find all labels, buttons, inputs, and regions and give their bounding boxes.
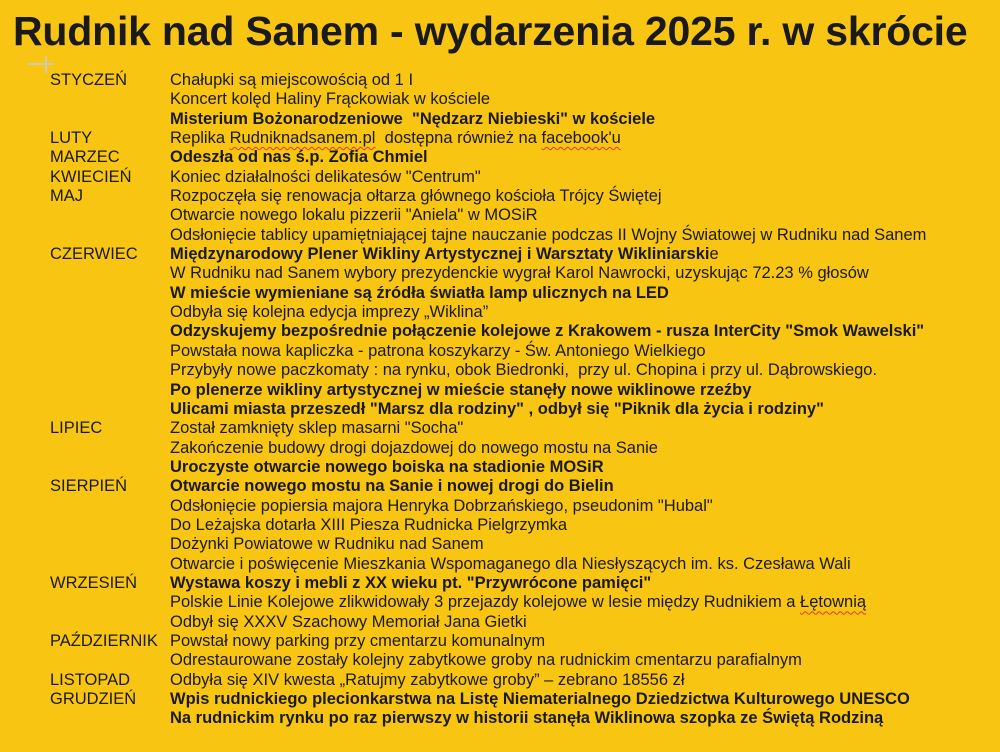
event-row <box>0 671 1000 690</box>
event-text <box>170 303 1000 322</box>
month-label: STYCZEŃ <box>50 71 128 89</box>
event-text <box>170 381 1000 400</box>
event-row <box>0 419 1000 438</box>
event-text <box>170 342 1000 361</box>
month-label: GRUDZIEŃ <box>50 690 137 708</box>
event-text-segment: Ulicami miasta przeszedł "Marsz dla rodziny" , odbył się "Piknik dla życia i rodziny" <box>170 399 824 418</box>
event-text <box>170 264 1000 283</box>
event-text-segment: Koniec działalności delikatesów "Centrum" <box>170 167 481 186</box>
page-title: Rudnik nad Sanem - wydarzenia 2025 r. w skrócie <box>13 8 968 54</box>
event-text <box>170 535 1000 554</box>
event-text-segment: W mieście wymieniane są źródła światła lamp ulicznych na LED <box>170 283 669 302</box>
event-row <box>0 613 1000 632</box>
event-row <box>0 593 1000 612</box>
event-text <box>170 245 1000 264</box>
event-row <box>0 381 1000 400</box>
event-row <box>0 245 1000 264</box>
event-row <box>0 226 1000 245</box>
event-text <box>170 477 1000 496</box>
month-label: KWIECIEŃ <box>50 167 132 186</box>
event-text-segment: Odsłonięcie tablicy upamiętniającej tajne nauczanie podczas II Wojny Światowej w Rudniku nad Sanem <box>170 225 927 244</box>
event-text <box>170 574 1000 593</box>
event-text <box>170 129 1000 148</box>
event-text <box>170 90 1000 109</box>
event-row <box>0 168 1000 187</box>
event-row <box>0 458 1000 477</box>
event-text <box>170 709 1000 728</box>
event-text <box>170 71 1000 90</box>
event-row <box>0 651 1000 670</box>
event-text-segment: Po plenerze wikliny artystycznej w mieście stanęły nowe wiklinowe rzeźby <box>170 380 752 399</box>
misspelled-word: Rudniknadsanem.pl <box>229 129 376 148</box>
event-text <box>170 690 1000 709</box>
event-row <box>0 535 1000 554</box>
event-text <box>170 671 1000 690</box>
event-row <box>0 477 1000 496</box>
event-text <box>170 651 1000 670</box>
event-row <box>0 439 1000 458</box>
event-text <box>170 361 1000 380</box>
event-text <box>170 419 1000 438</box>
event-text-segment: Polskie Linie Kolejowe zlikwidowały 3 przejazdy kolejowe w lesie między Rudnikiem a <box>170 593 801 612</box>
month-label: LIPIEC <box>50 419 103 438</box>
event-text-segment: Wystawa koszy i mebli z XX wieku pt. "Przywrócone pamięci" <box>170 573 652 592</box>
event-text-segment: Przybyły nowe paczkomaty : na rynku, obok Biedronki, przy ul. Chopina i przy ul. Dąbrowskiego. <box>170 361 878 380</box>
event-row <box>0 322 1000 341</box>
event-text-segment: Powstała nowa kapliczka - patrona koszykarzy - Św. Antoniego Wielkiego <box>170 341 706 360</box>
event-text-segment: Wpis rudnickiego plecionkarstwa na Listę Niematerialnego Dziedzictwa Kulturowego UNESCO <box>170 690 910 708</box>
event-row <box>0 71 1000 90</box>
event-text-segment: dostępna również na <box>375 129 542 148</box>
month-label: SIERPIEŃ <box>50 477 128 496</box>
event-row <box>0 497 1000 516</box>
event-row <box>0 342 1000 361</box>
month-label: MAJ <box>50 187 83 206</box>
event-row <box>0 574 1000 593</box>
table-handle-horizontal-line <box>28 63 54 65</box>
event-text-segment: Odeszła od nas ś.p. Zofia Chmiel <box>170 148 428 167</box>
event-text-segment: Dożynki Powiatowe w Rudniku nad Sanem <box>170 535 484 554</box>
event-row <box>0 632 1000 651</box>
event-text <box>170 400 1000 419</box>
event-text-segment: Odzyskujemy bezpośrednie połączenie kolejowe z Krakowem - rusza InterCity "Smok Wawelski" <box>170 322 925 341</box>
event-row <box>0 148 1000 167</box>
misspelled-word: facebook'u <box>541 129 621 148</box>
event-text-segment: Otwarcie nowego mostu na Sanie i nowej drogi do Bielin <box>170 477 614 496</box>
event-row <box>0 400 1000 419</box>
events-list <box>0 71 1000 729</box>
event-text <box>170 632 1000 651</box>
event-text <box>170 439 1000 458</box>
event-text <box>170 148 1000 167</box>
misspelled-word: Łętownią <box>800 593 867 612</box>
month-label: WRZESIEŃ <box>50 573 138 592</box>
event-text-segment: Na rudnickim rynku po raz pierwszy w historii stanęła Wiklinowa szopka ze Świętą Rodziną <box>170 709 884 728</box>
event-text-segment: Koncert kolęd Haliny Frąckowiak w kościele <box>170 90 491 109</box>
event-text-segment: W Rudniku nad Sanem wybory prezydenckie wygrał Karol Nawrocki, uzyskując 72.23 % głosów <box>170 264 869 283</box>
event-text-segment: Uroczyste otwarcie nowego boiska na stadionie MOSiR <box>170 457 604 476</box>
event-row <box>0 284 1000 303</box>
event-text-segment: Odsłonięcie popiersia majora Henryka Dobrzańskiego, pseudonim "Hubal" <box>170 496 713 515</box>
event-row <box>0 555 1000 574</box>
event-text-segment: Zakończenie budowy drogi dojazdowej do nowego mostu na Sanie <box>170 438 658 457</box>
event-text-segment: Międzynarodowy Plener Wikliny Artystycznej i Warsztaty Wikliniarski <box>170 245 710 264</box>
event-text <box>170 168 1000 187</box>
event-row <box>0 129 1000 148</box>
event-text-segment: Odrestaurowane zostały kolejny zabytkowe groby na rudnickim cmentarzu parafialnym <box>170 651 802 670</box>
event-text <box>170 555 1000 574</box>
event-row <box>0 110 1000 129</box>
event-text <box>170 613 1000 632</box>
event-row <box>0 206 1000 225</box>
month-label: CZERWIEC <box>50 245 138 264</box>
event-row <box>0 690 1000 709</box>
event-text <box>170 497 1000 516</box>
event-text-segment: Otwarcie nowego lokalu pizzerii "Aniela" w MOSiR <box>170 206 538 225</box>
event-row <box>0 303 1000 322</box>
event-row <box>0 361 1000 380</box>
month-label: MARZEC <box>50 148 120 167</box>
event-text <box>170 110 1000 129</box>
month-label: PAŹDZIERNIK <box>50 631 158 650</box>
event-text-segment: Replika <box>170 129 230 148</box>
event-text <box>170 226 1000 245</box>
event-text <box>170 593 1000 612</box>
event-text <box>170 187 1000 206</box>
event-text-segment: Odbyła się XIV kwesta „Ratujmy zabytkowe groby” – zebrano 18556 zł <box>170 670 685 689</box>
event-text-segment: e <box>709 245 719 264</box>
event-row <box>0 264 1000 283</box>
event-row <box>0 90 1000 109</box>
event-text-segment: Odbyła się kolejna edycja imprezy „Wiklina” <box>170 303 489 322</box>
event-text-segment: Chałupki są miejscowością od 1 I <box>170 71 414 89</box>
event-row <box>0 187 1000 206</box>
event-text-segment: Misterium Bożonarodzeniowe "Nędzarz Niebieski" w kościele <box>170 109 656 128</box>
month-label: LUTY <box>50 129 93 148</box>
event-text-segment: Rozpoczęła się renowacja ołtarza głównego kościoła Trójcy Świętej <box>170 187 662 206</box>
event-text <box>170 206 1000 225</box>
event-row <box>0 709 1000 728</box>
event-row <box>0 516 1000 535</box>
event-text <box>170 458 1000 477</box>
event-text <box>170 322 1000 341</box>
event-text-segment: Został zamknięty sklep masarni "Socha" <box>170 419 464 438</box>
event-text-segment: Odbył się XXXV Szachowy Memoriał Jana Gietki <box>170 612 527 631</box>
event-text-segment: Do Leżajska dotarła XIII Piesza Rudnicka Pielgrzymka <box>170 515 568 534</box>
event-text <box>170 516 1000 535</box>
event-text <box>170 284 1000 303</box>
event-text-segment: Otwarcie i poświęcenie Mieszkania Wspomaganego dla Niesłyszących im. ks. Czesława Wali <box>170 554 851 573</box>
event-text-segment: Powstał nowy parking przy cmentarzu komunalnym <box>170 631 546 650</box>
month-label: LISTOPAD <box>50 670 131 689</box>
